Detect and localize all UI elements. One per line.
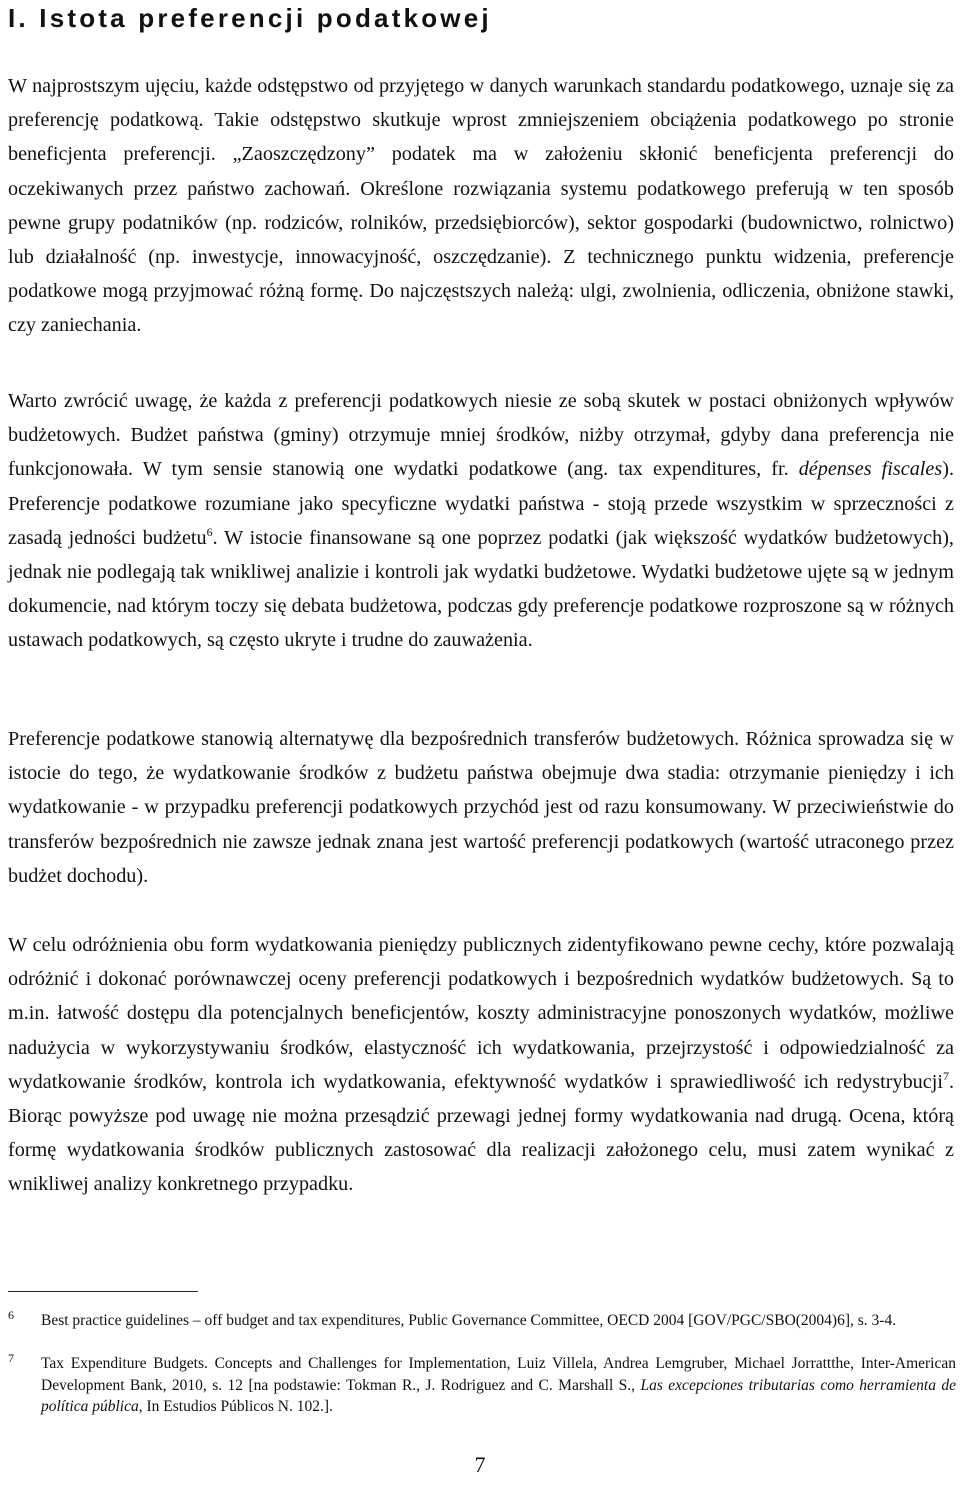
- paragraph-4-text-b: . Biorąc powyższe pod uwagę nie można przesądzić przewagi jednej formy wydatkowania nad drugą. Ocena, którą formę wydatkowania środków publicznych zastosować dla realizacji założonego celu, musi zatem wynikać z wnikliwej analizy konkretnego przypadku.: [8, 1070, 954, 1196]
- paragraph-2-text-a: Warto zwrócić uwagę, że każda z preferencji podatkowych niesie ze sobą skutek w postaci obniżonych wpływów budżetowych. Budżet państwa (gminy) otrzymuje mniej środków, niżby otrzymał, gdyby dana preferencja nie funkcjonowała. W tym sensie stanowią one wydatki podatkowe (ang. tax expenditures, fr.: [8, 390, 954, 481]
- footnote-ref-7: 7: [942, 1068, 949, 1083]
- footnote-7: [8, 1353, 956, 1418]
- footnote-ref-6: 6: [206, 524, 213, 539]
- paragraph-4: [8, 928, 954, 1202]
- footnote-text-a: Tax Expenditure Budgets. Concepts and Challenges for Implementation, Luiz Villela, Andrea Lemgruber, Michael Jorrattthe, Inter-American Development Bank, 2010, s. 12 [na podstawie: Tokman R., J. Rodriguez and C. Marshall S.,: [41, 1355, 956, 1394]
- paragraph-2-italic: dépenses fiscales: [798, 458, 943, 481]
- footnote-number: 7: [8, 1351, 14, 1365]
- paragraph-1: W najprostszym ujęciu, każde odstępstwo od przyjętego w danych warunkach standardu podatkowego, uznaje się za preferencję podatkową. Takie odstępstwo skutkuje wprost zmniejszeniem obciążenia podatkowego po stronie beneficjenta preferencji. „Zaoszczędzony” podatek ma w założeniu skłonić beneficjenta preferencji do oczekiwanych przez państwo zachowań. Określone rozwiązania systemu podatkowego preferują w ten sposób pewne grupy podatników (np. rodziców, rolników, przedsiębiorców), sektor gospodarki (budownictwo, rolnictwo) lub działalność (np. inwestycje, innowacyjność, oszczędzanie). Z technicznego punktu widzenia, preferencje podatkowe mogą przyjmować różną formę. Do najczęstszych należą: ulgi, zwolnienia, odliczenia, obniżone stawki, czy zaniechania.: [8, 75, 954, 337]
- footnote-text-b: , In Estudios Públicos N. 102.].: [138, 1398, 333, 1415]
- section-heading: I. Istota preferencji podatkowej: [8, 3, 492, 33]
- paragraph-4-text-a: W celu odróżnienia obu form wydatkowania pieniędzy publicznych zidentyfikowano pewne cechy, które pozwalają odróżnić i dokonać porównawczej oceny preferencji podatkowych i bezpośrednich wydatków budżetowych. Są to m.in. łatwość dostępu dla potencjalnych beneficjentów, koszty administracyjne ponoszonych wydatków, możliwe nadużycia w wykorzystywaniu środków, elastyczność ich wydatkowania, przejrzystość i odpowiedzialność za wydatkowanie środków, kontrola ich wydatkowania, efektywność wydatków i sprawiedliwość ich redystrybucji: [8, 934, 954, 1093]
- footnote-text: [41, 1353, 956, 1418]
- footnote-text: Best practice guidelines – off budget and tax expenditures, Public Governance Committee, OECD 2004 [GOV/PGC/SBO(2004)6], s. 3-4.: [41, 1312, 897, 1329]
- paragraph-2-text-c: . W istocie finansowane są one poprzez podatki (jak większość wydatków budżetowych), jednak nie podlegają tak wnikliwej analizie i kontroli jak wydatki budżetowe. Wydatki budżetowe ujęte są w jednym dokumencie, nad którym toczy się debata budżetowa, podczas gdy preferencje podatkowe rozproszone są w różnych ustawach podatkowych, są często ukryte i trudne do zauważenia.: [8, 526, 954, 652]
- footnote-6: [8, 1310, 956, 1332]
- page-number: 7: [474, 1452, 486, 1477]
- footnote-italic-title: Las excepciones tributarias como herramienta de política pública: [41, 1376, 956, 1415]
- footnote-number: 6: [8, 1308, 14, 1322]
- paragraph-2: [8, 384, 954, 658]
- paragraph-3: Preferencje podatkowe stanowią alternatywę dla bezpośrednich transferów budżetowych. Różnica sprowadza się w istocie do tego, że wydatkowanie środków z budżetu państwa obejmuje dwa stadia: otrzymanie pieniędzy i ich wydatkowanie - w przypadku preferencji podatkowych przychód jest od razu konsumowany. W przeciwieństwie do transferów bezpośrednich nie zawsze jednak znana jest wartość preferencji podatkowych (wartość utraconego przez budżet dochodu).: [8, 728, 954, 887]
- footnote-separator: [8, 1291, 198, 1292]
- paragraph-2-text-b: ). Preferencje podatkowe rozumiane jako specyficzne wydatki państwa - stoją przede wszystkim w sprzeczności z zasadą jedności budżetu: [8, 458, 954, 549]
